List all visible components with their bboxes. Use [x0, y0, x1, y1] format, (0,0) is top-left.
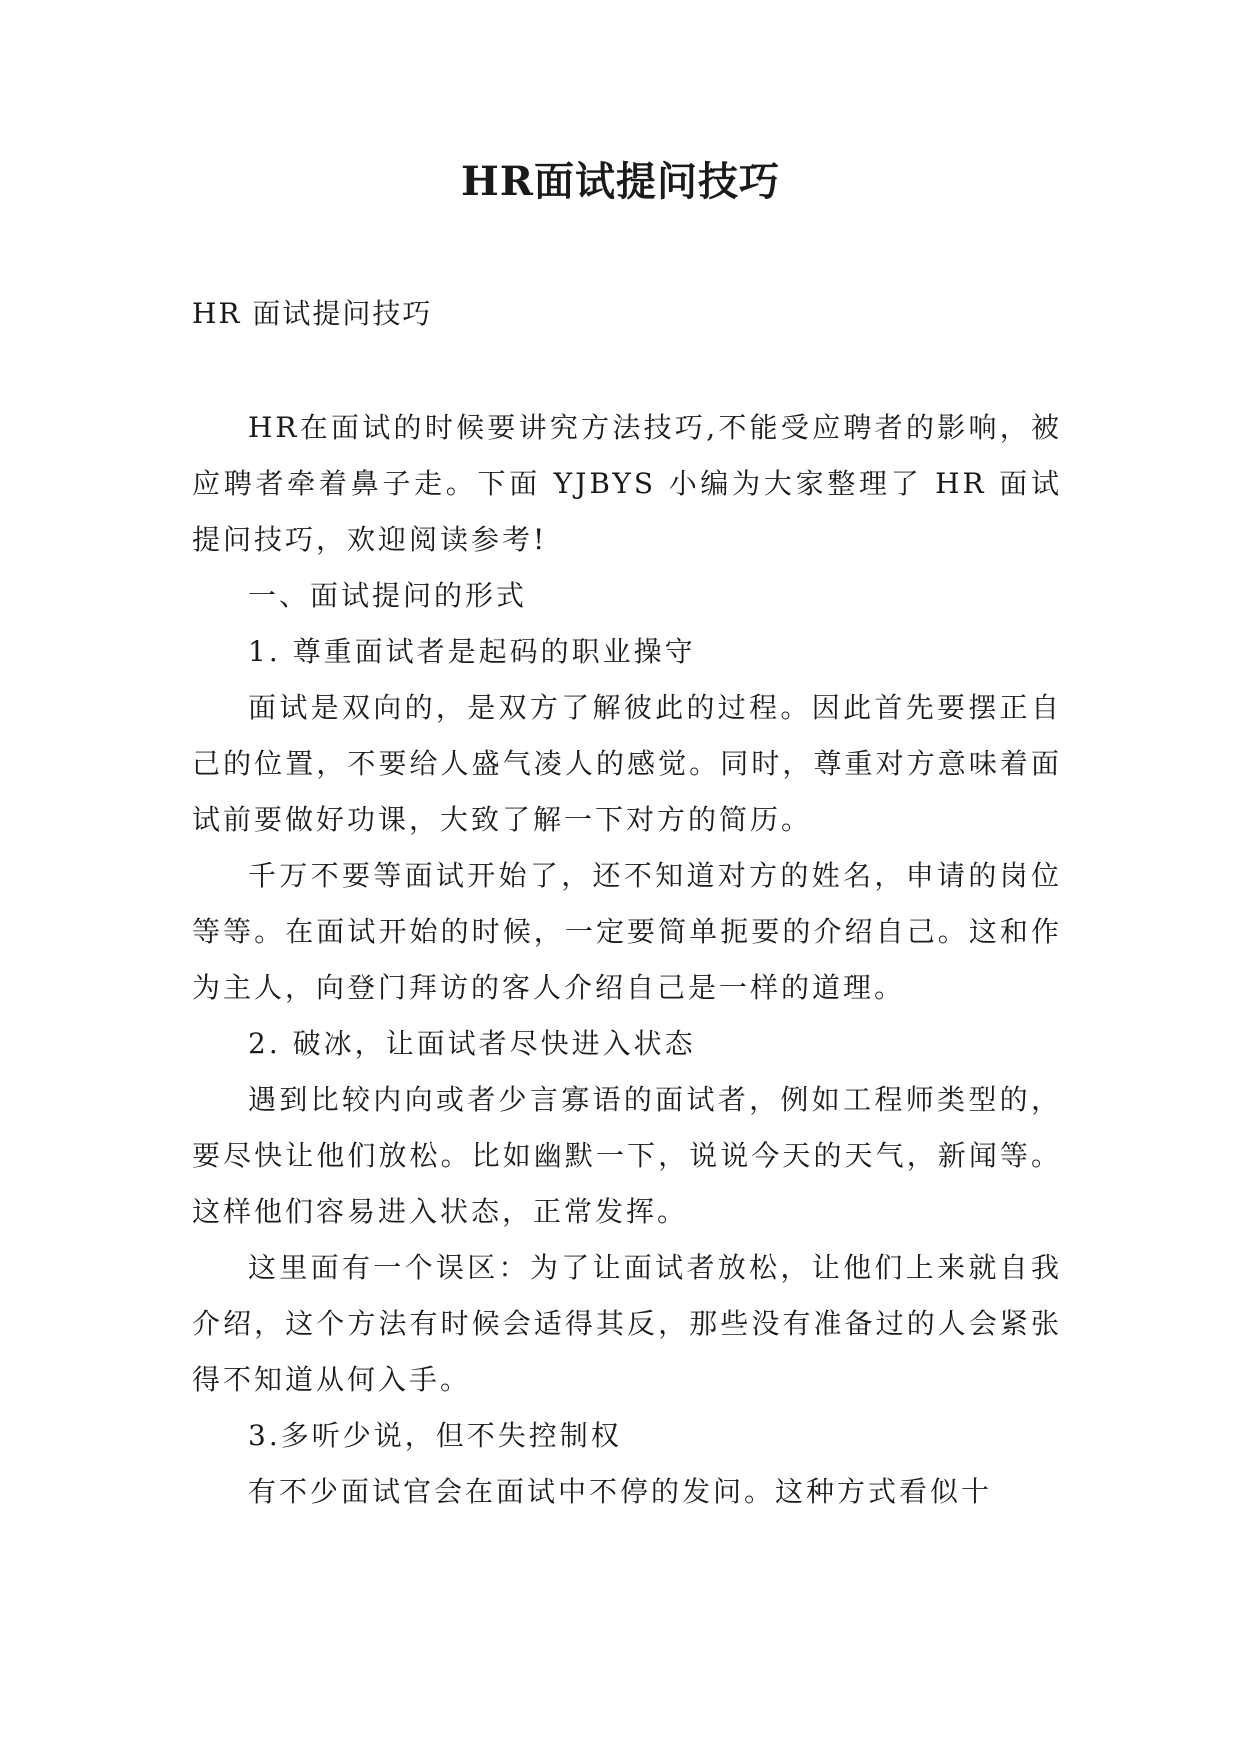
paragraph: 千万不要等面试开始了，还不知道对方的姓名，申请的岗位等等。在面试开始的时候，一定要简单扼要的介绍自己。这和作为主人，向登门拜访的客人介绍自己是一样的道理。 [192, 859, 1062, 1004]
document-subtitle: HR 面试提问技巧 [192, 297, 433, 330]
paragraph: 遇到比较内向或者少言寡语的面试者，例如工程师类型的，要尽快让他们放松。比如幽默一下，说说今天的天气，新闻等。这样他们容易进入状态，正常发挥。 [192, 1083, 1062, 1228]
subheading-1: 1. 尊重面试者是起码的职业操守 [248, 635, 696, 668]
subheading-3: 3.多听少说，但不失控制权 [248, 1419, 622, 1452]
document-title: HR面试提问技巧 [460, 158, 781, 205]
paragraph: 有不少面试官会在面试中不停的发问。这种方式看似十 [248, 1475, 993, 1508]
paragraph: 这里面有一个误区：为了让面试者放松，让他们上来就自我介绍，这个方法有时候会适得其反，那些没有准备过的人会紧张得不知道从何入手。 [192, 1251, 1062, 1396]
document-body [192, 400, 1062, 1520]
subheading-2: 2. 破冰，让面试者尽快进入状态 [248, 1027, 696, 1060]
paragraph-intro: HR在面试的时候要讲究方法技巧,不能受应聘者的影响，被应聘者牵着鼻子走。下面 YJBYS 小编为大家整理了 HR 面试提问技巧，欢迎阅读参考! [192, 411, 1062, 556]
section-heading-1: 一、面试提问的形式 [248, 579, 528, 612]
paragraph: 面试是双向的，是双方了解彼此的过程。因此首先要摆正自己的位置，不要给人盛气凌人的感觉。同时，尊重对方意味着面试前要做好功课，大致了解一下对方的简历。 [192, 691, 1062, 836]
